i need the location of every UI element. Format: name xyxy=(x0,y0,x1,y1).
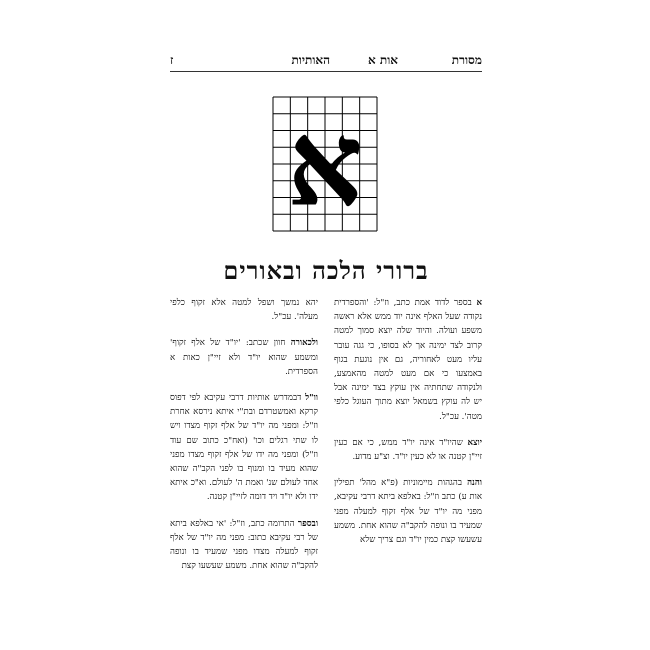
paragraph-lead: ולכאורה xyxy=(290,338,318,349)
section-title: ברורי הלכה ובאורים xyxy=(223,256,429,285)
paragraph xyxy=(334,296,482,424)
letter-grid-figure xyxy=(272,96,378,232)
left-column xyxy=(170,296,318,636)
paragraph-text: בספר לדוד אמת כתב, וז"ל: 'והספרדית נקודה שעל האלף אינה יוד ממש אלא ראשה משפע ועולה. והיוד שלה יוצא סמוך למטה קרוב לצד ימינה אך לא בסופו, כי גגה עובר עליו מעט לאחוריה, גם אין נוגעת בגוף באמצעו כי אם מעט למטה מהאמצע, ולנקודה שתחתיה אין עוקץ בצד ימינה אבל יש לה עוקץ בשמאל יוצא מתוך העוגל כלפי מטה'. עכ"ל. xyxy=(334,298,482,422)
header-section: האותיות xyxy=(291,52,330,67)
letter-glyph: א xyxy=(287,94,363,233)
header-page-number: ז xyxy=(170,52,174,67)
paragraph-text: דבמדרש אותיות דרבי עקיבא לפי דפוס קרקא ואמשטרדם ובת"י איתא נירסא אחרת וז"ל: ומפני מה יו"ד של אלף זקוף מצדו ויש לו שתי רגלים וכו' (ואח"כ כתוב שם עוד וז"ל) ומפני מה ידו של אלף זקוף מצדו מפני שהוא מעיד בו ומנוף בו לפני הקב"ה שהוא אחד לעולם שנ' ואמת ה' לעולם. וא"כ איתא ידו ולא יו"ד ויד דומה לזיי"ן קטנה. xyxy=(170,393,318,503)
paragraph-lead: יוצא xyxy=(467,437,482,448)
paragraph xyxy=(334,476,482,547)
paragraph xyxy=(170,336,318,379)
paragraph xyxy=(170,517,318,574)
paragraph-text: שהיו"ד אינה יו"ד ממש, כי אם כעין זיי"ן קטנה או לא כעין יו"ד. וצ"ע מדוע. xyxy=(334,437,482,463)
paragraph xyxy=(334,436,482,464)
paragraph-text: התרומה כתב, וז"ל: 'אי באלפא ביתא של רבי עקיבא כתוב: מפני מה יו"ד של אלף זקוף למעלה מצדו מפני שמעיד בו ונופה להקב"ה שהוא אחת. משמע שעשעו קצת xyxy=(170,518,318,572)
paragraph-lead: וו"ל xyxy=(305,393,318,404)
paragraph xyxy=(170,296,318,324)
paragraph xyxy=(170,391,318,505)
paragraph-lead: והנה xyxy=(467,478,482,489)
running-header xyxy=(170,50,482,70)
paragraph-text: יהא נמשך ושפל למטה אלא זקוף כלפי מעלה'. עכ"ל. xyxy=(170,298,318,323)
header-source: מסורת xyxy=(451,52,482,67)
paragraph-text: חוון שכתב: 'יו"ד של אלף זקוף' ומשמע שהוא יו"ד ולא זיי"ן כאות א הספרדית. xyxy=(170,338,318,377)
right-column xyxy=(334,296,482,636)
header-rule xyxy=(170,71,482,72)
header-letter: אות א xyxy=(368,52,398,67)
paragraph-text: בהגהות מיימוניות (פ"א מהל' תפילין אות ע) כתב וז"ל: באלפא ביתא דרבי עקיבא, מפני מה יו"ד של אלף זקוף למעלה מפני שמעיד בו ונופה להקב"ה שהוא אחת. משמע עשעשו קצת כמין יו"ד וגם צריך שלא xyxy=(334,478,482,546)
paragraph-lead: ובספר xyxy=(297,518,318,529)
paragraph-lead: א xyxy=(476,298,482,308)
